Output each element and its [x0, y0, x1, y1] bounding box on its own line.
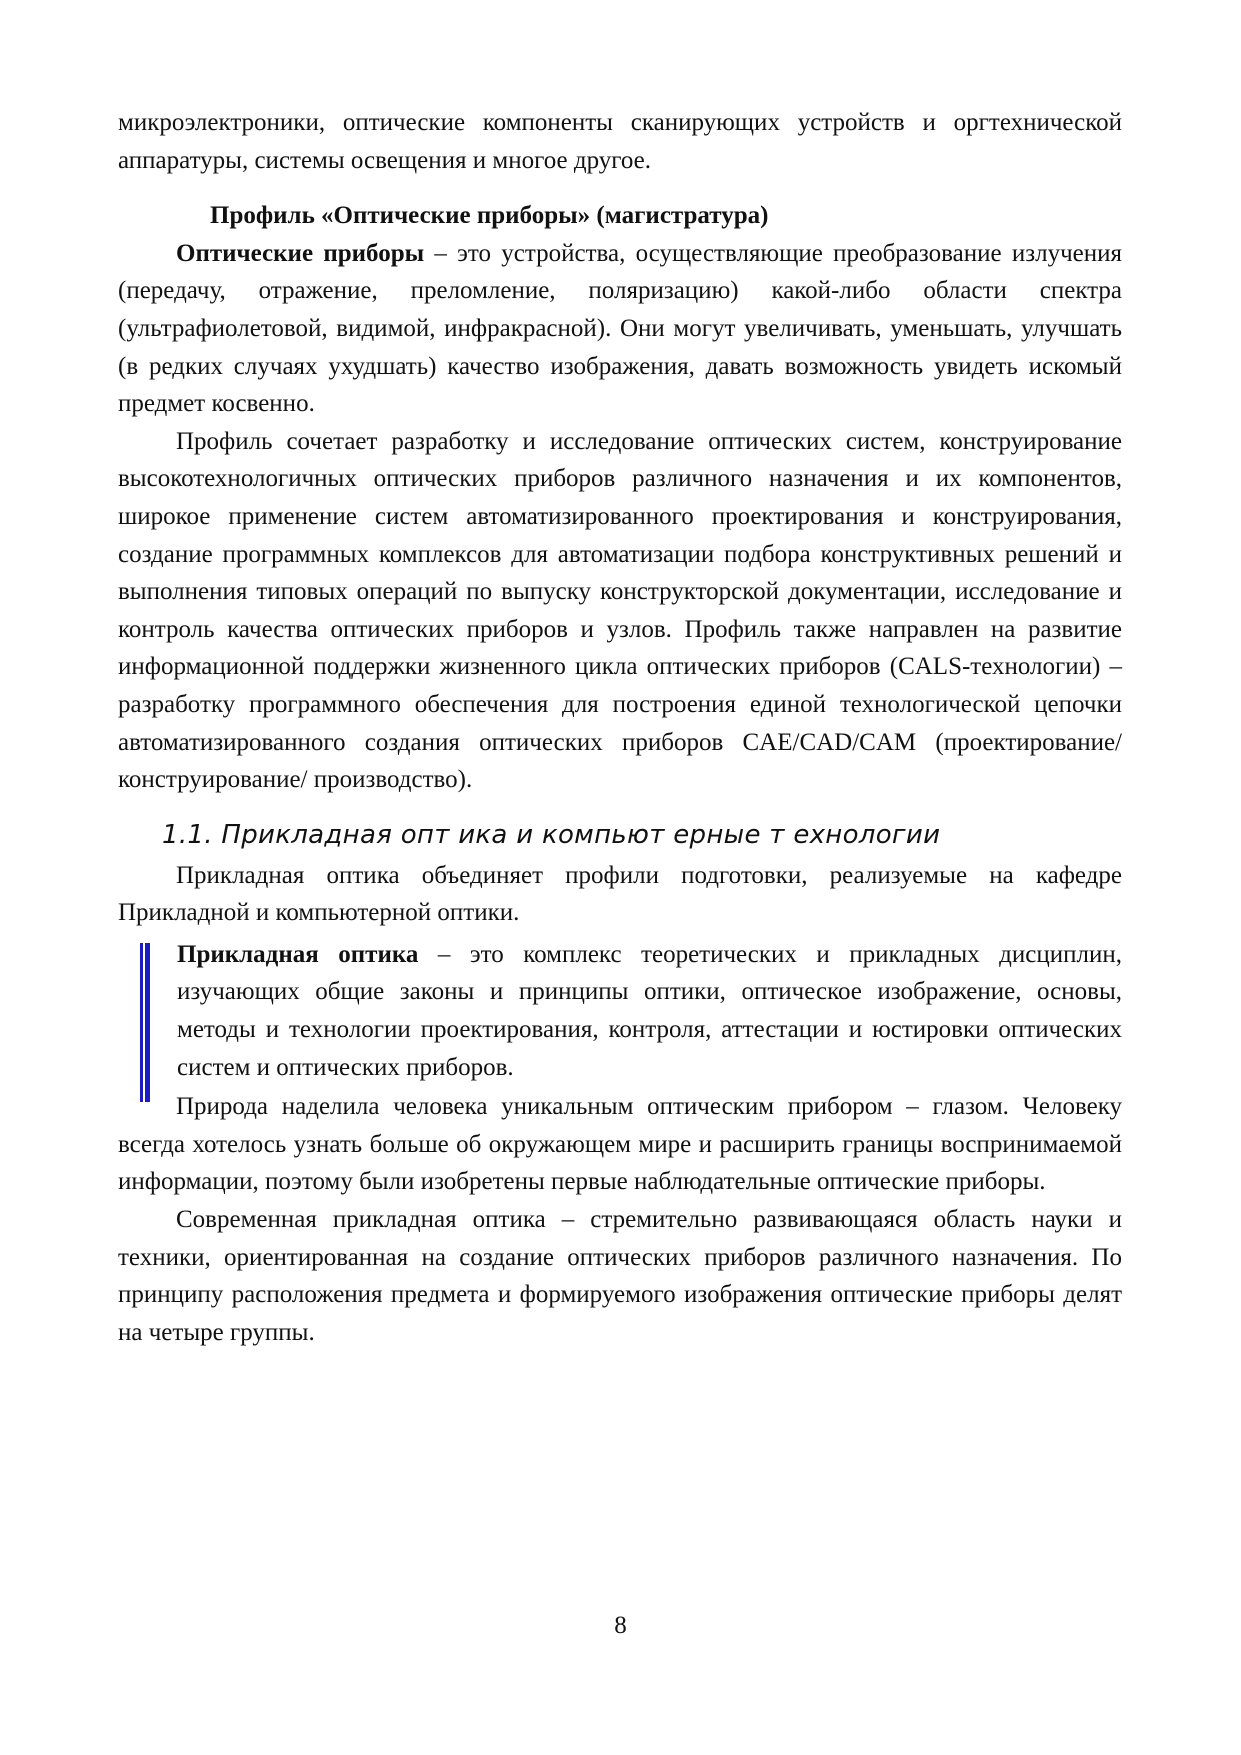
applied-optics-term: Прикладная оптика: [177, 940, 419, 968]
profile-heading: Профиль «Оптические приборы» (магистратура): [210, 202, 769, 230]
optical-devices-term: Оптические приборы: [176, 239, 425, 267]
section-intro-paragraph: Прикладная оптика объединяет профили подготовки, реализуемые на кафедре Прикладной и компьютерной оптики.: [118, 861, 1122, 927]
page-number: 8: [614, 1612, 627, 1639]
modern-optics-paragraph: Современная прикладная оптика – стремительно развивающаяся область науки и техники, ориентированная на создание оптических приборов различного назначения. По принципу расположения предмета и формируемого изображения оптические приборы делят на четыре группы.: [118, 1206, 1122, 1346]
top-fragment-paragraph: микроэлектроники, оптические компоненты сканирующих устройств и оргтехнической аппаратуры, системы освещения и многое другое.: [118, 109, 1122, 174]
optical-devices-text: – это устройства, осуществляющие преобразование излучения (передачу, отражение, преломление, поляризацию) какой-либо области спектра (ультрафиолетовой, видимой, инфракрасной). Они могут увеличивать, уменьшать, улучшать (в редких случаях ухудшать) качество изображения, давать возможность увидеть искомый предмет косвенно.: [118, 239, 1122, 418]
document-page: [118, 104, 1122, 1351]
eye-paragraph: Природа наделила человека уникальным оптическим прибором – глазом. Человеку всегда хотелось узнать больше об окружающем мире и расширить границы воспринимаемой информации, поэтому были изобретены первые наблюдательные оптические приборы.: [118, 1093, 1122, 1196]
optical-devices-definition: [118, 235, 1122, 423]
applied-optics-text: – это комплекс теоретических и прикладных дисциплин, изучающих общие законы и принципы оптики, оптическое изображение, основы, методы и технологии проектирования, контроля, аттестации и юстировки оптических систем и оптических приборов.: [177, 940, 1122, 1081]
applied-optics-definition: [177, 936, 1122, 1086]
definition-callout: [118, 936, 1122, 1086]
profile-description-paragraph: Профиль сочетает разработку и исследование оптических систем, конструирование высокотехнологичных оптических приборов различного назначения и их компонентов, широкое применение систем автоматизированного проектирования и конструирования, создание программных комплексов для автоматизации подбора конструктивных решений и выполнения типовых операций по выпуску конструкторской документации, исследование и контроль качества оптических приборов и узлов. Профиль также направлен на развитие информационной поддержки жизненного цикла оптических приборов (CALS-технологии) – разработку программного обеспечения для построения единой технологической цепочки автоматизированного создания оптических приборов CAE/CAD/CAM (проектирование/ конструирование/ производство).: [118, 427, 1122, 794]
callout-double-bar: [140, 943, 145, 1102]
section-heading: 1.1. Прикладная опт ика и компьют ерные т ехнологии: [162, 819, 941, 850]
